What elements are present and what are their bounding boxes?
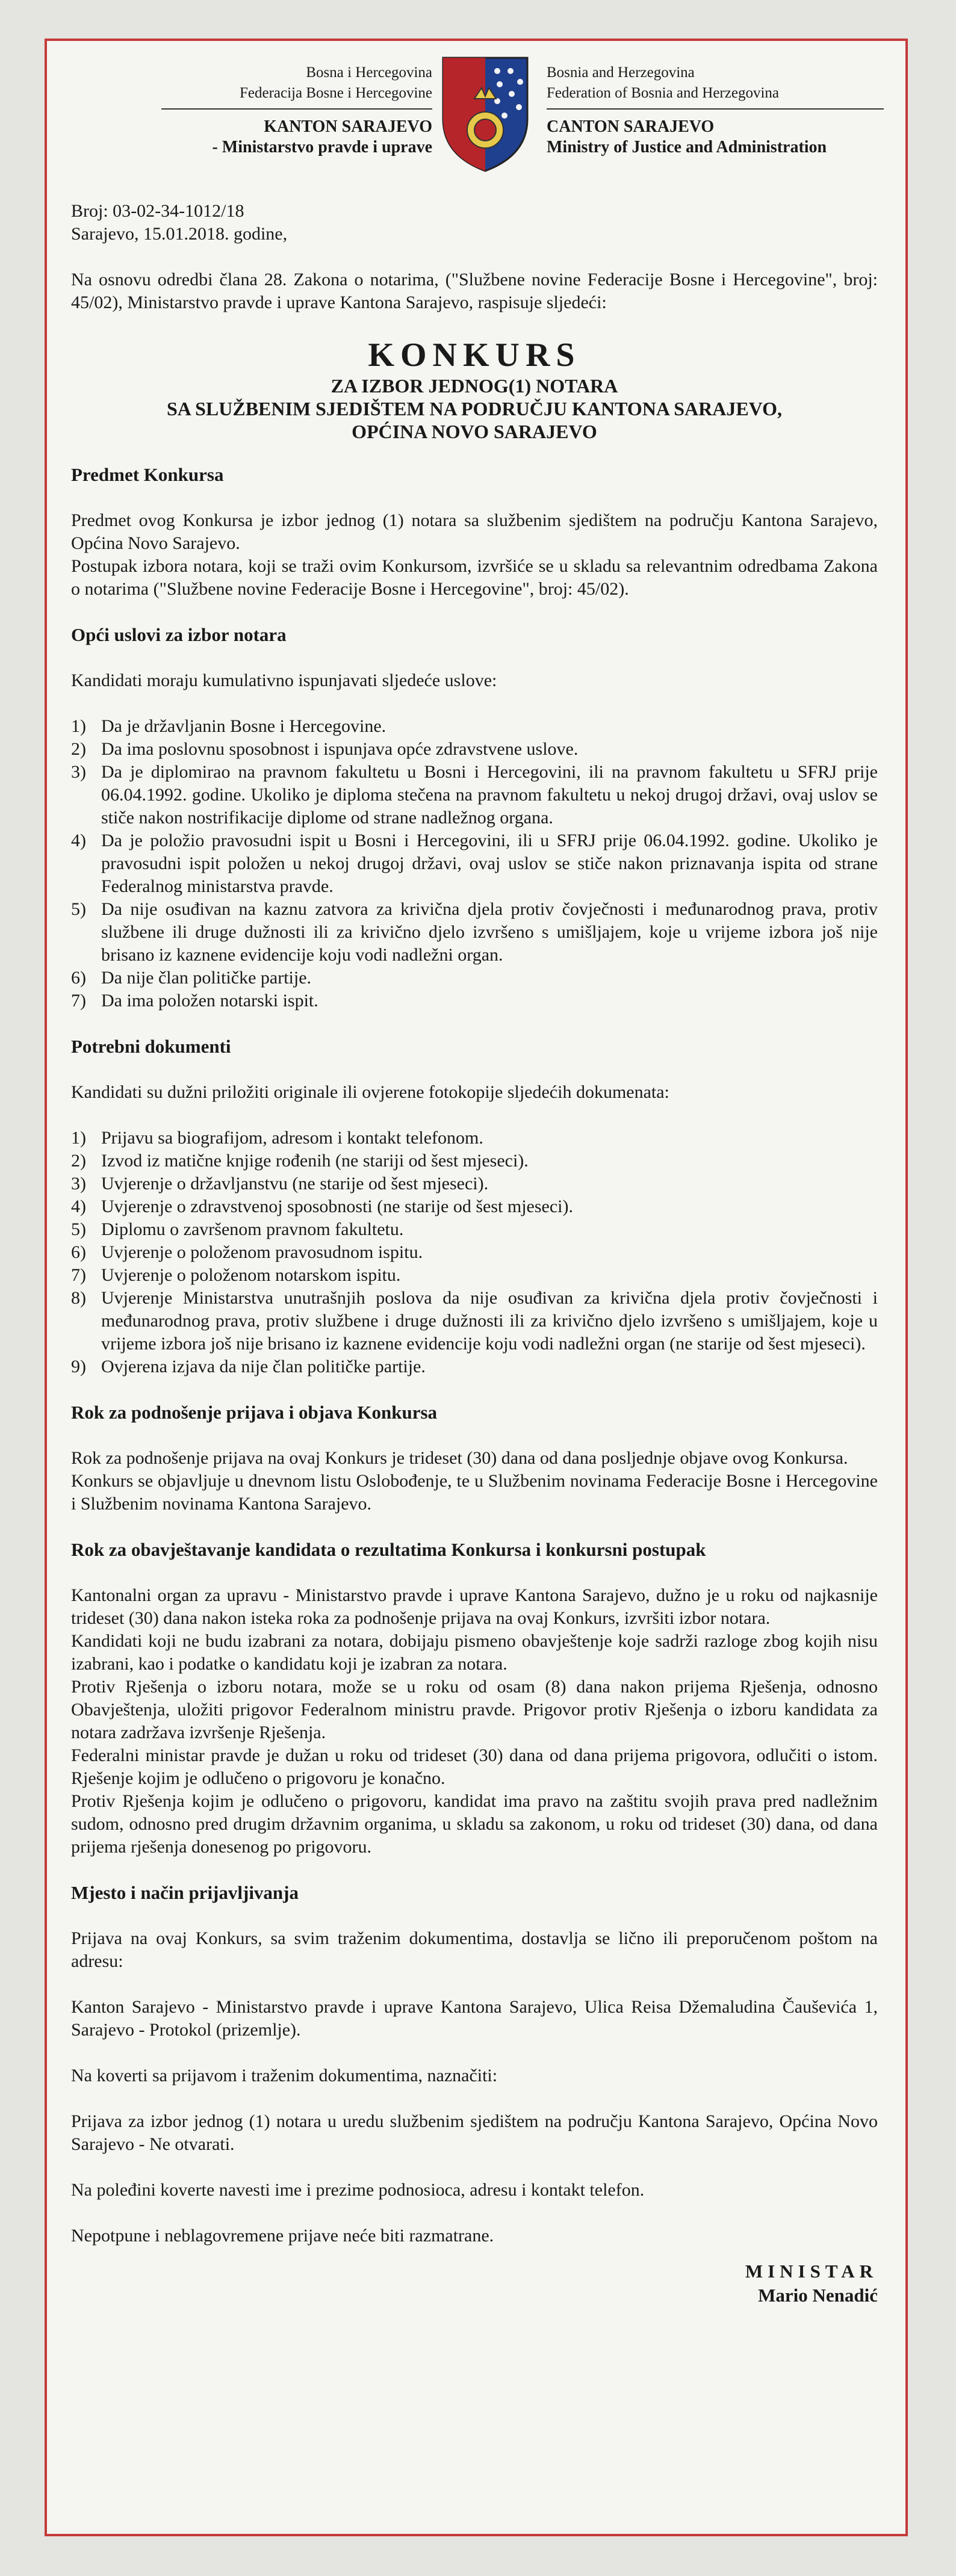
condition-item — [71, 967, 878, 989]
canton-name-local: KANTON SARAJEVO — [264, 117, 432, 136]
subject-paragraph-2: Postupak izbora notara, koji se traži ovim Konkursom, izvršiće se u skladu sa relevantnim odredbama Zakona o notarima ("Službene novine Federacije Bosne i Hercegovine", broj: 45/02). — [71, 556, 878, 599]
document-item-text: Izvod iz matične knjige rođenih (ne stariji od šest mjeseci). — [101, 1151, 529, 1171]
ministry-name-local: - Ministarstvo pravde i uprave — [212, 138, 432, 156]
document-item-text: Diplomu o završenom pravnom fakultetu. — [101, 1219, 404, 1239]
document-item-number: 9) — [71, 1357, 86, 1376]
document-date: Sarajevo, 15.01.2018. godine, — [71, 224, 288, 244]
document-item-text: Ovjerena izjava da nije član političke partije. — [101, 1357, 426, 1376]
documents-intro: Kandidati su dužni priložiti originale ili ovjerene fotokopije sljedećih dokumenata: — [71, 1082, 669, 1102]
letterhead-divider-right — [547, 108, 884, 110]
condition-item — [71, 829, 878, 898]
condition-item-number: 6) — [71, 968, 86, 988]
subtitle-line-3: OPĆINA NOVO SARAJEVO — [352, 421, 597, 442]
document-item-text: Uvjerenje o položenom notarskom ispitu. — [101, 1265, 401, 1285]
country-name-local: Bosna i Hercegovina — [306, 64, 432, 81]
document-item — [71, 1287, 878, 1355]
document-item — [71, 1150, 878, 1172]
condition-item — [71, 989, 878, 1012]
documents-list — [71, 1127, 878, 1378]
letterhead-right — [547, 63, 884, 158]
coat-of-arms-icon — [437, 53, 533, 173]
subtitle-line-2: SA SLUŽBENIM SJEDIŠTEM NA PODRUČJU KANTONA SARAJEVO, — [166, 398, 783, 420]
deadline-paragraph-1: Rok za podnošenje prijava na ovaj Konkurs je trideset (30) dana od dana posljednje objave ovog Konkursa. — [71, 1448, 848, 1468]
condition-item-text: Da nije član političke partije. — [101, 968, 312, 988]
application-address: Kanton Sarajevo - Ministarstvo pravde i uprave Kantona Sarajevo, Ulica Reisa Džemaludina Čauševića 1, Sarajevo - Protokol (prizemlje). — [71, 1997, 878, 2040]
document-item-number: 5) — [71, 1219, 86, 1239]
letterhead — [47, 41, 905, 191]
canton-name-en: CANTON SARAJEVO — [547, 117, 715, 136]
intro-paragraph: Na osnovu odredbi člana 28. Zakona o notarima, ("Službene novine Federacije Bosne i Hercegovine", broj: 45/02), Ministarstvo pravde i uprave Kantona Sarajevo, raspisuje sljedeći: — [71, 270, 878, 312]
page-title: KONKURS — [368, 336, 581, 374]
signature-title: MINISTAR — [745, 2261, 878, 2282]
document-item-text: Uvjerenje o položenom pravosudnom ispitu. — [101, 1242, 423, 1262]
condition-item-number: 7) — [71, 991, 86, 1011]
federation-name-local: Federacija Bosne i Hercegovine — [239, 85, 432, 101]
document-item-text: Uvjerenje o zdravstvenoj sposobnosti (ne starije od šest mjeseci). — [101, 1197, 573, 1216]
document-item-number: 3) — [71, 1174, 86, 1194]
document-item — [71, 1172, 878, 1195]
signature-block — [625, 2259, 878, 2308]
federation-name-en: Federation of Bosnia and Herzegovina — [547, 85, 779, 101]
document-frame — [45, 39, 908, 2536]
country-name-en: Bosnia and Herzegovina — [547, 64, 695, 81]
document-item-number: 4) — [71, 1197, 86, 1216]
document-item-number: 6) — [71, 1242, 86, 1262]
document-item — [71, 1264, 878, 1287]
ministry-name-en: Ministry of Justice and Administration — [547, 138, 827, 156]
document-item-number: 2) — [71, 1151, 86, 1171]
procedure-paragraph-4: Federalni ministar pravde je dužan u roku od trideset (30) dana od dana prijema prigovora, odlučiti o istom. Rješenje kojim je odlučeno o prigovoru je konačno. — [71, 1745, 878, 1788]
conditions-list — [71, 715, 878, 1012]
condition-item — [71, 761, 878, 829]
letterhead-divider-left — [161, 108, 432, 110]
section-heading-deadline: Rok za podnošenje prijava i objava Konkursa — [71, 1402, 438, 1423]
document-item — [71, 1127, 878, 1150]
condition-item-number: 3) — [71, 762, 86, 782]
section-heading-documents: Potrebni dokumenti — [71, 1036, 231, 1057]
condition-item-text: Da nije osuđivan na kaznu zatvora za krivična djela protiv čovječnosti i međunarodnog prava, protiv službene ili druge dužnosti ili za krivično djelo izvršeno s umišljajem, koje u vrijeme izbora još nije brisano iz kaznene evidencije koju vodi nadležni organ. — [101, 899, 878, 965]
subject-paragraph-1: Predmet ovog Konkursa je izbor jednog (1) notara sa službenim sjedištem na području Kantona Sarajevo, Općina Novo Sarajevo. — [71, 510, 878, 553]
procedure-paragraph-3: Protiv Rješenja o izboru notara, može se u roku od osam (8) dana nakon prijema Rješenja, odnosno Obavještenja, uložiti prigovor Federalnom ministru pravde. Prigovor protiv Rješenja o izboru kandidata za notara zadržava izvršenje Rješenja. — [71, 1677, 878, 1742]
document-item — [71, 1195, 878, 1218]
deadline-paragraph-2: Konkurs se objavljuje u dnevnom listu Oslobođenje, te u Službenim novinama Federacije Bosne i Hercegovine i Službenim novinama Kantona Sarajevo. — [71, 1471, 878, 1514]
document-item-number: 7) — [71, 1265, 86, 1285]
procedure-paragraph-5: Protiv Rješenja kojim je odlučeno o prigovoru, kandidat ima pravo na zaštitu svojih prava pred nadležnim sudom, odnosno pred drugim državnim organima, u skladu sa zakonom, u roku od trideset (30) dana, od dana prijema rješenja donesenog po prigovoru. — [71, 1791, 878, 1857]
application-paragraph-5: Na poleđini koverte navesti ime i prezime podnosioca, adresu i kontakt telefon. — [71, 2180, 645, 2200]
condition-item-text: Da je državljanin Bosne i Hercegovine. — [101, 716, 386, 736]
title-block — [71, 336, 878, 443]
condition-item — [71, 898, 878, 967]
document-number: Broj: 03-02-34-1012/18 — [71, 201, 244, 221]
condition-item-number: 2) — [71, 739, 86, 759]
condition-item — [71, 738, 878, 761]
document-item — [71, 1241, 878, 1264]
application-paragraph-6: Nepotpune i neblagovremene prijave neće biti razmatrane. — [71, 2226, 494, 2246]
subtitle-line-1: ZA IZBOR JEDNOG(1) NOTARA — [331, 375, 618, 397]
condition-item-text: Da je položio pravosudni ispit u Bosni i Hercegovini, ili u SFRJ prije 06.04.1992. godine. Ukoliko je pravosudni ispit položen u nekoj drugoj državi, ovaj uslov se stiče nakon priznavanja ispita od strane Federalnog ministarstva pravde. — [101, 831, 878, 896]
signature-name: Mario Nenadić — [758, 2285, 878, 2306]
document-item-text: Uvjerenje Ministarstva unutrašnjih poslova da nije osuđivan za krivična djela protiv čovječnosti i međunarodnog prava, protiv službene i druge dužnosti ili za krivično djelo izvršeno s umišljajem, koje u vrijeme izbora još nije brisano iz kaznene evidencije koju vodi nadležni organ (ne starije od šest mjeseci). — [101, 1288, 878, 1354]
application-paragraph-1: Prijava na ovaj Konkurs, sa svim traženim dokumentima, dostavlja se lično ili preporučenom poštom na adresu: — [71, 1928, 878, 1971]
application-paragraph-3: Na koverti sa prijavom i traženim dokumentima, naznačiti: — [71, 2066, 498, 2085]
condition-item-text: Da ima položen notarski ispit. — [101, 991, 318, 1011]
document-item — [71, 1218, 878, 1241]
procedure-paragraph-1: Kantonalni organ za upravu - Ministarstvo pravde i uprave Kantona Sarajevo, dužno je u roku od najkasnije trideset (30) dana nakon isteka roka za podnošenje prijava na ovaj Konkurs, izvršiti izbor notara. — [71, 1585, 878, 1628]
conditions-intro: Kandidati moraju kumulativno ispunjavati sljedeće uslove: — [71, 670, 497, 690]
section-heading-subject: Predmet Konkursa — [71, 464, 224, 485]
condition-item-number: 1) — [71, 716, 86, 736]
section-heading-conditions: Opći uslovi za izbor notara — [71, 624, 287, 645]
section-heading-application: Mjesto i način prijavljivanja — [71, 1882, 299, 1903]
condition-item — [71, 715, 878, 738]
document-item-text: Uvjerenje o državljanstvu (ne starije od šest mjeseci). — [101, 1174, 489, 1194]
procedure-paragraph-2: Kandidati koji ne budu izabrani za notara, dobijaju pismeno obavještenje koje sadrži razloge zbog kojih nisu izabrani, kao i podatke o kandidatu koji je izabran za notara. — [71, 1631, 878, 1674]
condition-item-number: 5) — [71, 899, 86, 919]
document-item — [71, 1355, 878, 1378]
application-paragraph-4: Prijava za izbor jednog (1) notara u uredu službenim sjedištem na području Kantona Sarajevo, Općina Novo Sarajevo - Ne otvarati. — [71, 2111, 878, 2154]
document-body — [71, 200, 878, 2314]
letterhead-left — [119, 63, 432, 158]
section-heading-procedure: Rok za obavještavanje kandidata o rezultatima Konkursa i konkursni postupak — [71, 1539, 706, 1560]
document-item-text: Prijavu sa biografijom, adresom i kontakt telefonom. — [101, 1128, 483, 1148]
document-item-number: 8) — [71, 1288, 86, 1308]
condition-item-text: Da je diplomirao na pravnom fakultetu u Bosni i Hercegovini, ili na pravnom fakultetu u SFRJ prije 06.04.1992. godine. Ukoliko je diploma stečena na pravnom fakultetu u nekoj drugoj državi, ovaj uslov se stiče nakon nostrifikacije diplome od strane nadležnog organa. — [101, 762, 878, 828]
document-item-number: 1) — [71, 1128, 86, 1148]
condition-item-number: 4) — [71, 831, 86, 850]
condition-item-text: Da ima poslovnu sposobnost i ispunjava opće zdravstvene uslove. — [101, 739, 579, 759]
